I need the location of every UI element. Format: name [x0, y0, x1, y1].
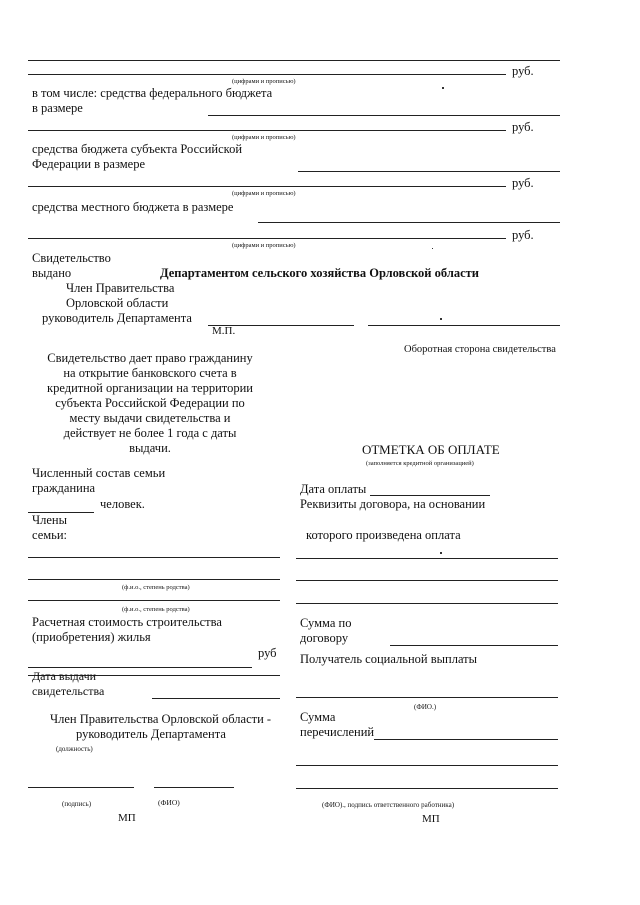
payment-date-label: Дата оплаты: [300, 482, 367, 496]
reverse-side-label: Оборотная сторона свидетельства: [404, 344, 556, 355]
payment-title: ОТМЕТКА ОБ ОПЛАТЕ: [362, 442, 500, 457]
local-line-b[interactable]: [28, 238, 506, 239]
federal-label-1: в том числе: средства федерального бюджета: [32, 86, 273, 100]
transfer-label-2: перечислений: [300, 725, 375, 739]
contract-sum-label-2: договору: [300, 631, 349, 645]
rub-label-2: руб.: [512, 120, 534, 134]
rights-line-2: на открытие банковского счета в: [63, 366, 237, 380]
contract-basis-label: которого произведена оплата: [306, 528, 461, 542]
federal-line-a[interactable]: [208, 115, 560, 116]
name-line[interactable]: [368, 325, 560, 326]
head-signature-line[interactable]: [28, 787, 134, 788]
issued-label-1: Свидетельство: [32, 251, 111, 265]
recipient-fio-caption: (ФИО.): [414, 703, 437, 711]
members-label-2: семьи:: [32, 528, 68, 542]
federal-line-b[interactable]: [28, 130, 506, 131]
local-line-a[interactable]: [258, 222, 560, 223]
contract-sum-label-1: Сумма по: [300, 616, 352, 630]
signatory-line-1: Член Правительства: [66, 281, 175, 295]
head-fio-line[interactable]: [154, 787, 234, 788]
issue-date-label-1: Дата выдачи: [32, 669, 97, 683]
officer-signature-caption: (ФИО)., подпись ответственного работника): [322, 801, 455, 809]
head-label-2: руководитель Департамента: [76, 727, 226, 741]
payment-date-line[interactable]: [370, 495, 490, 496]
position-caption: (должность): [56, 745, 93, 753]
rights-line-7: выдачи.: [129, 441, 171, 455]
issued-label-2: выдано: [32, 266, 72, 280]
head-label-1: Член Правительства Орловской области -: [50, 712, 272, 726]
caption-1: (цифрами и прописью): [232, 78, 296, 85]
total-amount-line[interactable]: [28, 74, 506, 75]
contract-line-2[interactable]: [296, 580, 558, 581]
transfer-line-1[interactable]: [374, 739, 558, 740]
cost-label-2: (приобретения) жилья: [32, 630, 151, 644]
rights-line-3: кредитной организации на территории: [47, 381, 253, 395]
contract-details-label: Реквизиты договора, на основании: [300, 497, 486, 511]
family-size-label-2: гражданина: [32, 481, 96, 495]
cost-label-1: Расчетная стоимость строительства: [32, 615, 222, 629]
contract-line-3[interactable]: [296, 603, 558, 604]
contract-sum-line[interactable]: [390, 645, 558, 646]
issuing-department: Департаментом сельского хозяйства Орловской области: [160, 266, 479, 280]
rub-label-3: руб.: [512, 176, 534, 190]
rights-line-5: месту выдачи свидетельства и: [69, 411, 231, 425]
speck: [440, 318, 442, 320]
member-caption-1: (ф.и.о., степень родства): [122, 584, 190, 591]
transfer-label-1: Сумма: [300, 710, 336, 724]
issue-date-line[interactable]: [152, 698, 280, 699]
members-label-1: Члены: [32, 513, 67, 527]
member-caption-2: (ф.и.о., степень родства): [122, 606, 190, 613]
issue-date-label-2: свидетельства: [32, 684, 105, 698]
payment-stamp-place: МП: [422, 813, 440, 825]
transfer-line-3[interactable]: [296, 788, 558, 789]
caption-4: (цифрами и прописью): [232, 242, 296, 249]
member-line-1[interactable]: [28, 557, 280, 558]
rights-line-6: действует не более 1 года с даты: [63, 426, 237, 440]
subject-label-1: средства бюджета субъекта Российской: [32, 142, 243, 156]
rights-line-1: Свидетельство дает право гражданину: [47, 351, 253, 365]
caption-3: (цифрами и прописью): [232, 190, 296, 197]
member-line-3[interactable]: [28, 600, 280, 601]
recipient-label: Получатель социальной выплаты: [300, 652, 478, 666]
top-rule: [28, 60, 560, 61]
speck: [432, 248, 433, 249]
rights-line-4: субъекта Российской Федерации по: [55, 396, 245, 410]
fio-caption: (ФИО): [158, 798, 180, 807]
subject-label-2: Федерации в размере: [32, 157, 146, 171]
family-size-label-1: Численный состав семьи: [32, 466, 166, 480]
subject-line-b[interactable]: [28, 186, 506, 187]
local-label: средства местного бюджета в размере: [32, 200, 234, 214]
speck: [440, 552, 442, 554]
contract-line-1[interactable]: [296, 558, 558, 559]
signature-caption: (подпись): [62, 800, 92, 808]
speck: [442, 87, 444, 89]
member-line-2[interactable]: [28, 579, 280, 580]
transfer-line-2[interactable]: [296, 765, 558, 766]
caption-2: (цифрами и прописью): [232, 134, 296, 141]
rub-label-4: руб.: [512, 228, 534, 242]
cost-rub-label: руб: [258, 646, 277, 660]
recipient-line[interactable]: [296, 697, 558, 698]
subject-line-a[interactable]: [298, 171, 560, 172]
payment-subtitle: (заполняется кредитной организацией): [366, 460, 474, 467]
cost-line[interactable]: [28, 667, 252, 668]
persons-label: человек.: [100, 497, 145, 511]
signatory-line-3: руководитель Департамента: [42, 311, 192, 325]
signatory-line-2: Орловской области: [66, 296, 169, 310]
family-stamp-place: МП: [118, 812, 136, 824]
stamp-place: М.П.: [212, 325, 236, 337]
federal-label-2: в размере: [32, 101, 83, 115]
rub-label-1: руб.: [512, 64, 534, 78]
